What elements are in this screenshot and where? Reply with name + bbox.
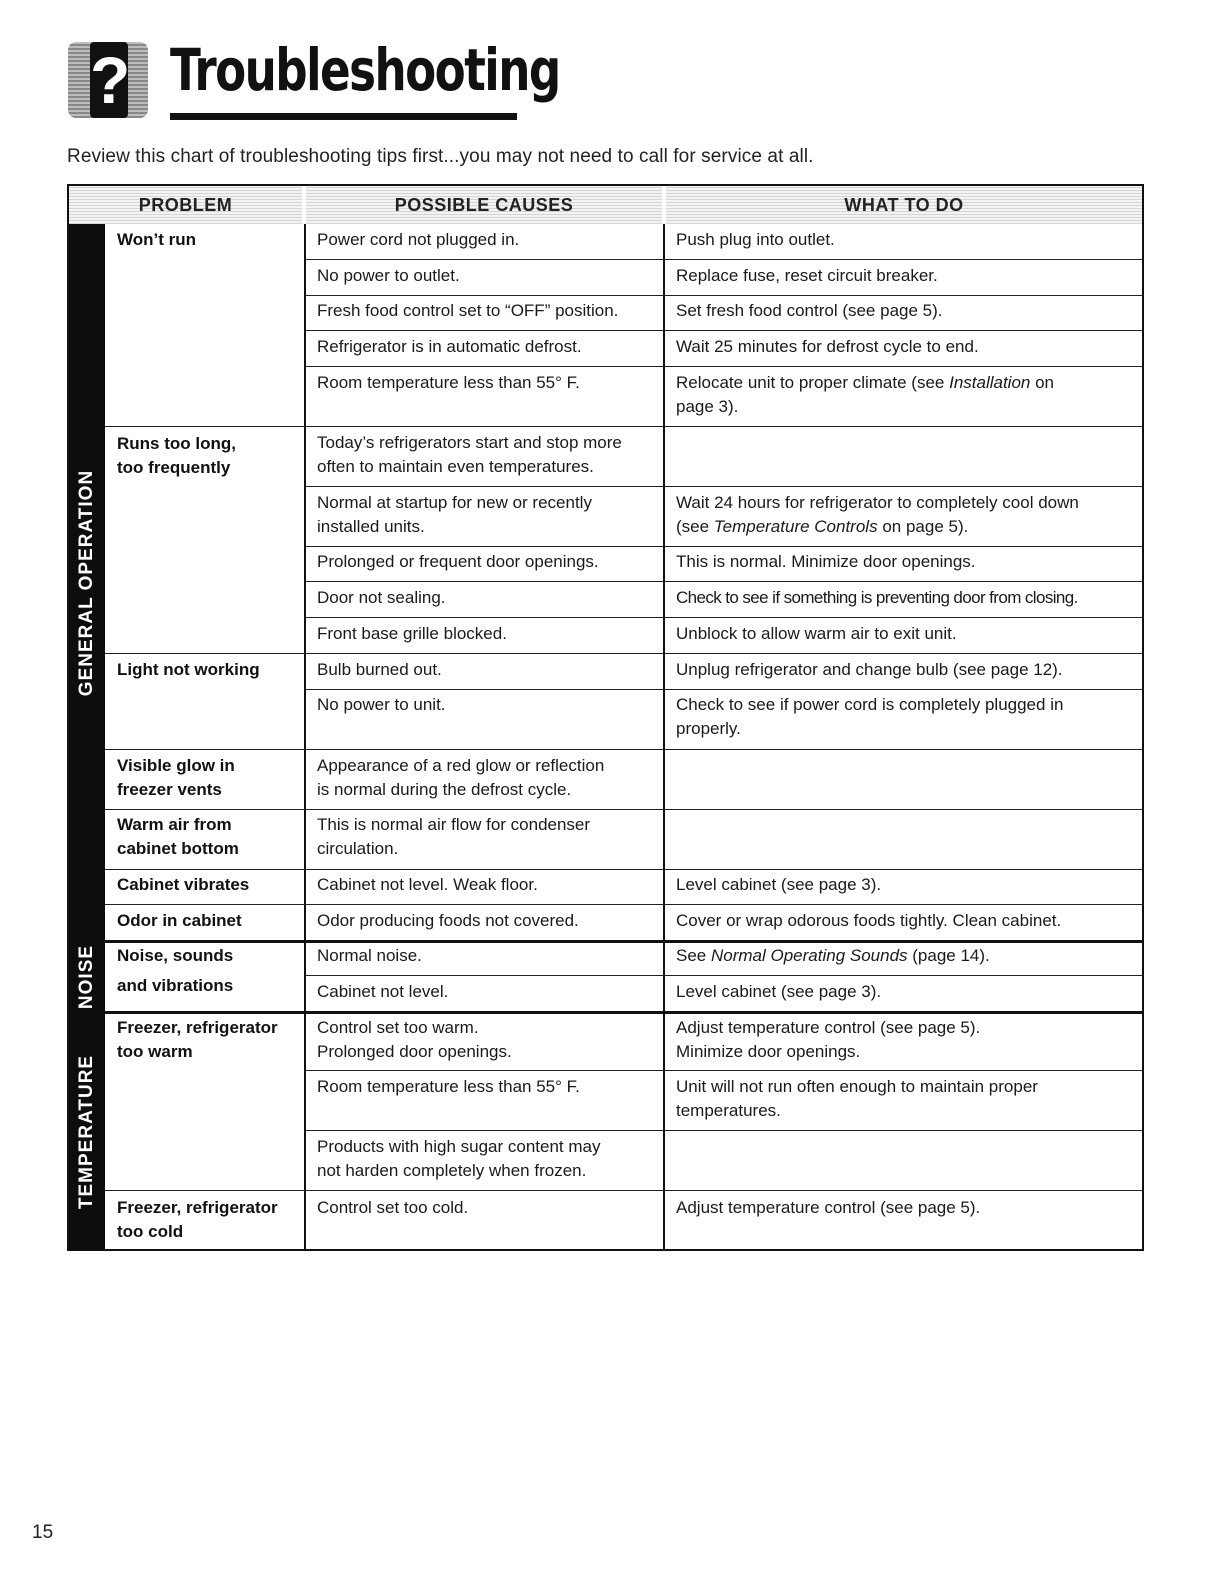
problem-label: Cabinet vibrates: [117, 875, 250, 894]
column-header-causes: POSSIBLE CAUSES: [394, 195, 574, 215]
action-cell: Adjust temperature control (see page 5).: [676, 1198, 981, 1217]
cause-cell: Door not sealing.: [317, 588, 446, 607]
action-cell: Set fresh food control (see page 5).: [676, 301, 943, 320]
action-cell: Level cabinet (see page 3).: [676, 875, 882, 894]
page-number: 15: [32, 1522, 54, 1543]
section-label: NOISE: [76, 944, 97, 1010]
row-divider: [305, 259, 1142, 260]
action-cell: Unblock to allow warm air to exit unit.: [676, 624, 957, 643]
row-divider: [305, 617, 1142, 618]
cause-cell: Normal noise.: [317, 946, 422, 965]
cause-cell: Products with high sugar content may not harden completely when frozen.: [317, 1137, 601, 1180]
problem-label: Visible glow in freezer vents: [117, 756, 235, 799]
action-cell: Check to see if something is preventing door from closing.: [676, 588, 1078, 607]
action-cell: Unit will not run often enough to maintain proper temperatures.: [676, 1077, 1038, 1120]
cause-cell: Today’s refrigerators start and stop more often to maintain even temperatures.: [317, 433, 622, 476]
column-divider: [663, 224, 665, 1251]
row-divider: [105, 653, 1142, 654]
table-header: [69, 186, 1142, 224]
header-divider: [302, 186, 306, 224]
row-divider: [305, 1130, 1142, 1131]
section-noise: [69, 941, 105, 1013]
page-title: Troubleshooting: [170, 36, 560, 104]
cause-cell: No power to unit.: [317, 695, 446, 714]
section-label: GENERAL OPERATION: [76, 469, 97, 696]
row-divider: [305, 486, 1142, 487]
cause-cell: Odor producing foods not covered.: [317, 911, 579, 930]
section-divider: [105, 1011, 1142, 1014]
troubleshooting-table: [67, 184, 1144, 1251]
row-divider: [105, 1190, 1142, 1191]
row-divider: [305, 330, 1142, 331]
row-divider: [305, 366, 1142, 367]
action-cell: Check to see if power cord is completely plugged in properly.: [676, 695, 1064, 738]
section-label: TEMPERATURE: [76, 1054, 97, 1210]
title-underline: [170, 113, 517, 120]
section-general-operation: [69, 224, 105, 941]
cause-cell: Control set too cold.: [317, 1198, 469, 1217]
cause-cell: Cabinet not level. Weak floor.: [317, 875, 538, 894]
action-cell: Wait 25 minutes for defrost cycle to end.: [676, 337, 979, 356]
cause-cell: This is normal air flow for condenser circulation.: [317, 815, 591, 858]
row-divider: [305, 295, 1142, 296]
row-divider: [105, 749, 1142, 750]
column-header-what-to-do: WHAT TO DO: [844, 195, 964, 215]
problem-label: Warm air from cabinet bottom: [117, 815, 239, 858]
problem-label: Runs too long, too frequently: [117, 434, 236, 477]
cause-cell: Bulb burned out.: [317, 660, 442, 679]
question-mark-glyph: ?: [90, 43, 131, 117]
action-cell: Level cabinet (see page 3).: [676, 982, 882, 1001]
problem-label: Freezer, refrigerator too cold: [117, 1198, 278, 1241]
action-cell: Adjust temperature control (see page 5). Minimize door openings.: [676, 1018, 981, 1061]
action-cell: Unplug refrigerator and change bulb (see page 12).: [676, 660, 1063, 679]
row-divider: [305, 581, 1142, 582]
cause-cell: Room temperature less than 55° F.: [317, 373, 580, 392]
problem-label: Won’t run: [117, 230, 196, 249]
cause-cell: Appearance of a red glow or reflection is normal during the defrost cycle.: [317, 756, 605, 799]
action-cell: Push plug into outlet.: [676, 230, 835, 249]
cause-cell: Prolonged or frequent door openings.: [317, 552, 599, 571]
row-divider: [105, 426, 1142, 427]
cause-cell: Control set too warm. Prolonged door openings.: [317, 1018, 512, 1061]
row-divider: [305, 689, 1142, 690]
row-divider: [305, 1070, 1142, 1071]
question-mark-icon: [68, 42, 148, 118]
section-divider: [105, 940, 1142, 943]
italic-reference: Installation: [949, 373, 1031, 392]
row-divider: [305, 975, 1142, 976]
italic-reference: Temperature Controls: [713, 517, 878, 536]
cause-cell: Fresh food control set to “OFF” position.: [317, 301, 619, 320]
cause-cell: Cabinet not level.: [317, 982, 449, 1001]
cause-cell: Power cord not plugged in.: [317, 230, 520, 249]
action-cell: See Normal Operating Sounds (page 14).: [676, 946, 990, 965]
action-cell: Cover or wrap odorous foods tightly. Clean cabinet.: [676, 911, 1062, 930]
header-divider: [662, 186, 666, 224]
row-divider: [105, 904, 1142, 905]
column-divider: [304, 224, 306, 1251]
problem-label: and vibrations: [117, 976, 234, 995]
row-divider: [305, 546, 1142, 547]
column-header-problem: PROBLEM: [138, 195, 233, 215]
action-cell: Replace fuse, reset circuit breaker.: [676, 266, 938, 285]
cause-cell: Room temperature less than 55° F.: [317, 1077, 580, 1096]
italic-reference: Normal Operating Sounds: [710, 946, 908, 965]
row-divider: [105, 809, 1142, 810]
problem-label: Odor in cabinet: [117, 911, 242, 930]
problem-label: Freezer, refrigerator too warm: [117, 1018, 278, 1061]
row-divider: [105, 869, 1142, 870]
cause-cell: No power to outlet.: [317, 266, 460, 285]
action-cell: Wait 24 hours for refrigerator to completely cool down (see Temperature Controls on page 5).: [676, 493, 1079, 536]
intro-text: Review this chart of troubleshooting tips first...you may not need to call for service at all.: [67, 146, 814, 167]
problem-label: Noise, sounds: [117, 946, 234, 965]
action-cell: Relocate unit to proper climate (see Installation on page 3).: [676, 373, 1055, 416]
action-cell: This is normal. Minimize door openings.: [676, 552, 976, 571]
section-temperature: [69, 1013, 105, 1251]
problem-label: Light not working: [117, 660, 260, 679]
cause-cell: Normal at startup for new or recently installed units.: [317, 493, 592, 536]
cause-cell: Refrigerator is in automatic defrost.: [317, 337, 582, 356]
cause-cell: Front base grille blocked.: [317, 624, 507, 643]
